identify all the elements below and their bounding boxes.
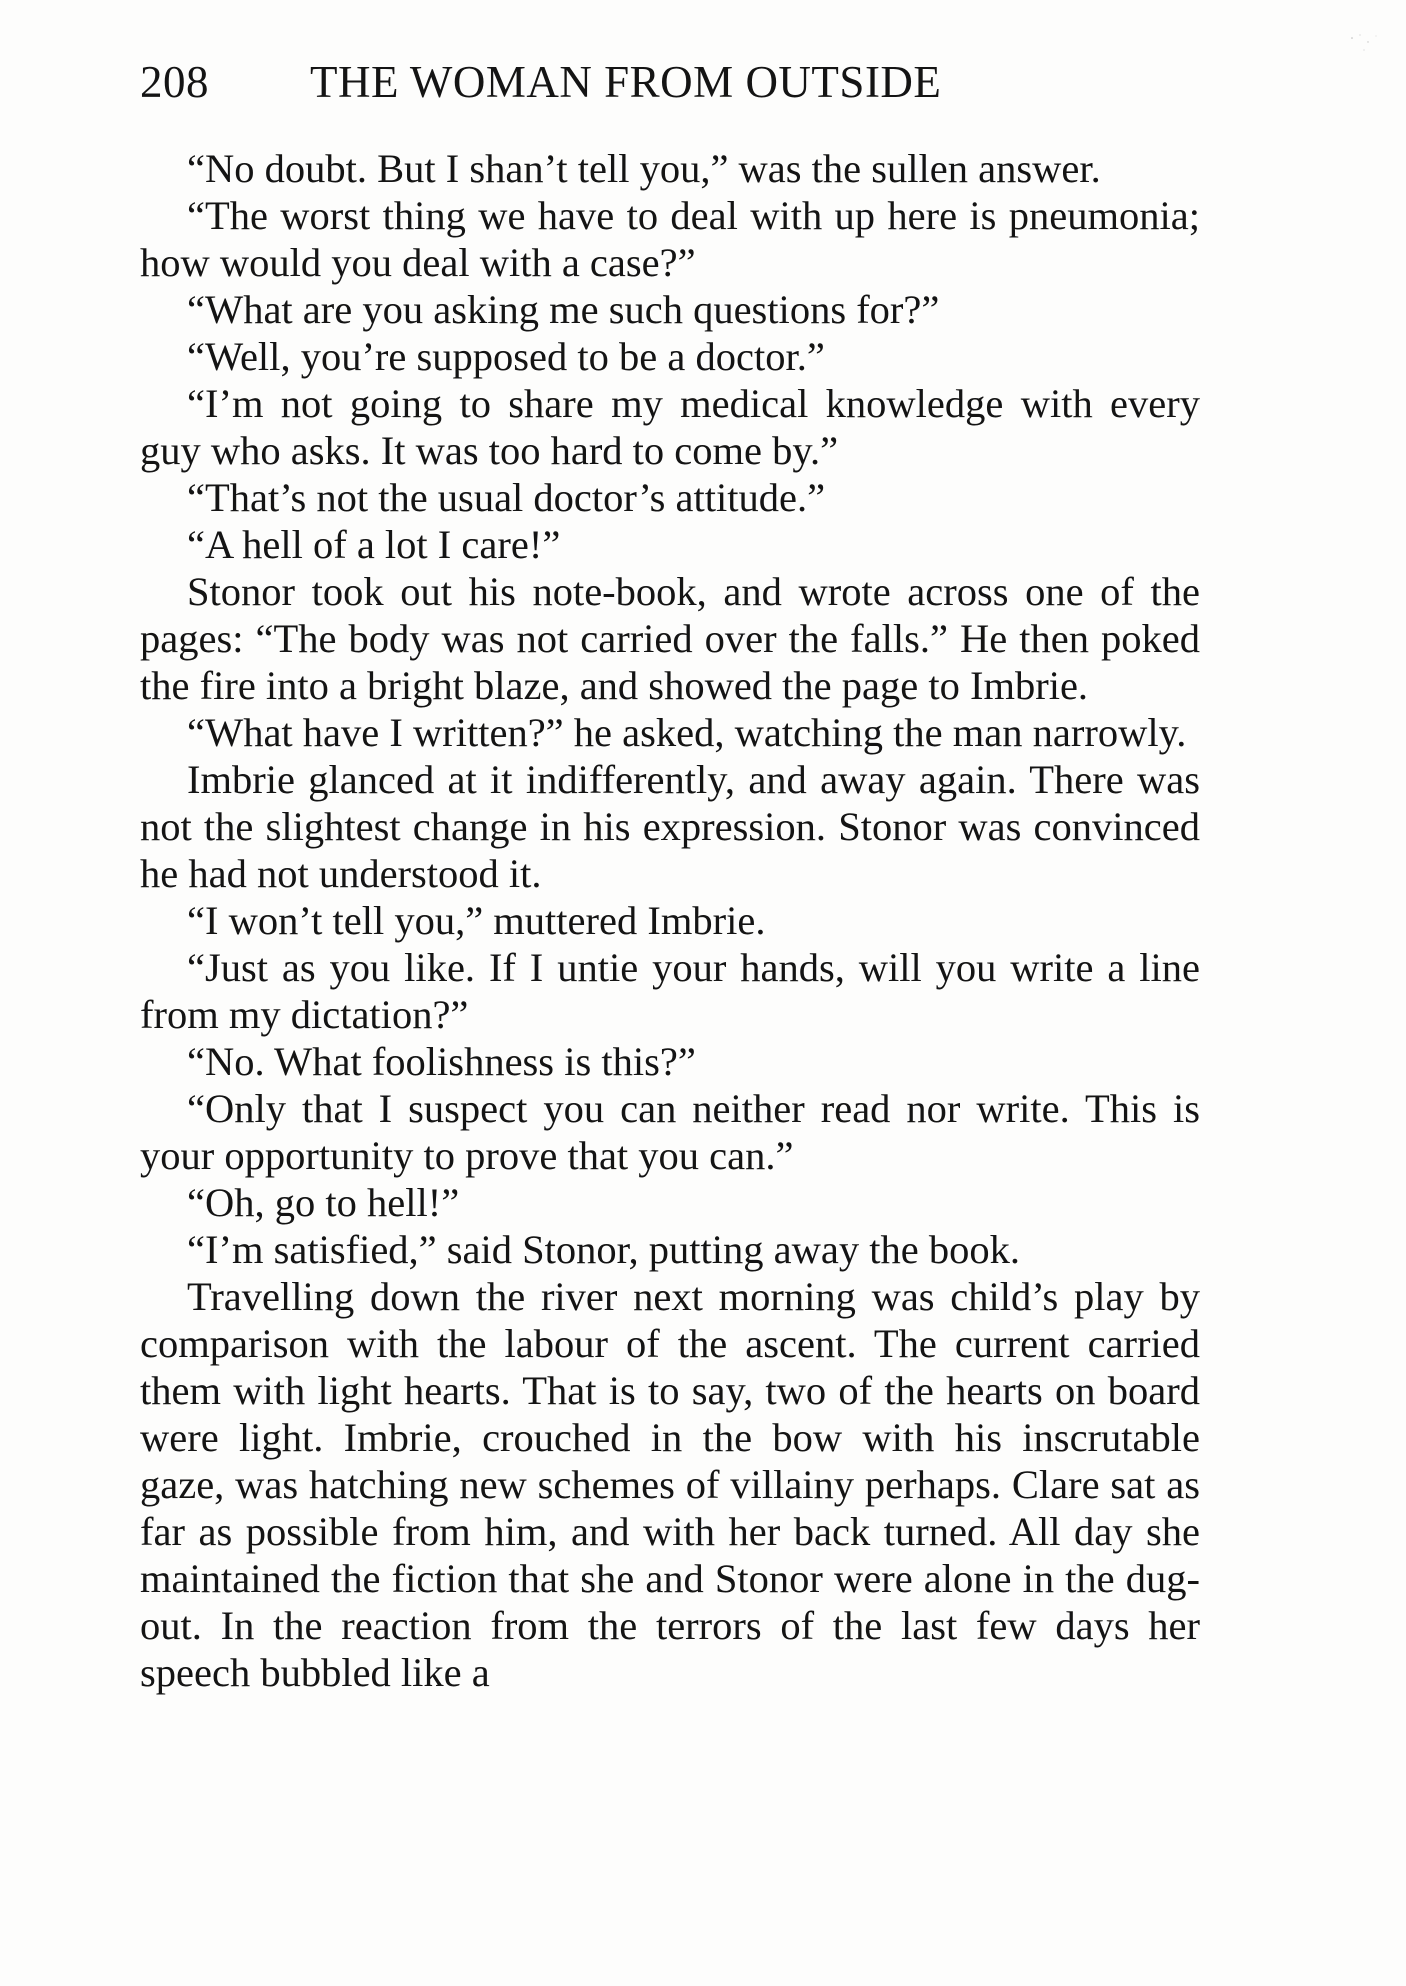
paragraph: “The worst thing we have to deal with up here is pneumonia; how would you deal with a case?” (140, 193, 1200, 285)
print-specks-decoration (1346, 30, 1386, 60)
paragraph: “What are you asking me such questions for?” (187, 287, 940, 332)
paragraph: “Just as you like. If I untie your hands, will you write a line from my dictation?” (140, 945, 1200, 1037)
paragraph: Stonor took out his note-book, and wrote across one of the pages: “The body was not carried over the falls.” He then poked the fire into a bright blaze, and showed the page to Imbrie. (140, 569, 1200, 708)
paragraph: “Well, you’re supposed to be a doctor.” (187, 334, 825, 379)
page-number: 208 (140, 57, 209, 107)
paragraph: “I’m not going to share my medical knowledge with every guy who asks. It was too hard to come by.” (140, 381, 1200, 473)
paragraph: “I’m satisfied,” said Stonor, putting away the book. (187, 1227, 1020, 1272)
paragraph: “No. What foolishness is this?” (187, 1039, 696, 1084)
paragraph: “That’s not the usual doctor’s attitude.” (187, 475, 826, 520)
page-header (140, 52, 1200, 112)
paragraph: Imbrie glanced at it indifferently, and away again. There was not the slightest change in his expression. Stonor was convinced he had not understood it. (140, 757, 1200, 896)
paragraph: Travelling down the river next morning was child’s play by comparison with the labour of the ascent. The current carried them with light hearts. That is to say, two of the hearts on board were light. Imbrie, crouched in the bow with his inscrutable gaze, was hatching new schemes of villainy perhaps. Clare sat as far as possible from him, and with her back turned. All day she maintained the fiction that she and Stonor were alone in the dug-out. In the reaction from the terrors of the last few days her speech bubbled like a (140, 1274, 1200, 1695)
paragraph: “I won’t tell you,” muttered Imbrie. (187, 898, 766, 943)
paragraph: “No doubt. But I shan’t tell you,” was the sullen answer. (187, 146, 1101, 191)
paragraph: “What have I written?” he asked, watching the man narrowly. (187, 710, 1187, 755)
body-text (140, 145, 1200, 1696)
paragraph: “Only that I suspect you can neither read nor write. This is your opportunity to prove that you can.” (140, 1086, 1200, 1178)
paragraph: “Oh, go to hell!” (187, 1180, 460, 1225)
paragraph: “A hell of a lot I care!” (187, 522, 561, 567)
running-title: THE WOMAN FROM OUTSIDE (310, 57, 942, 107)
